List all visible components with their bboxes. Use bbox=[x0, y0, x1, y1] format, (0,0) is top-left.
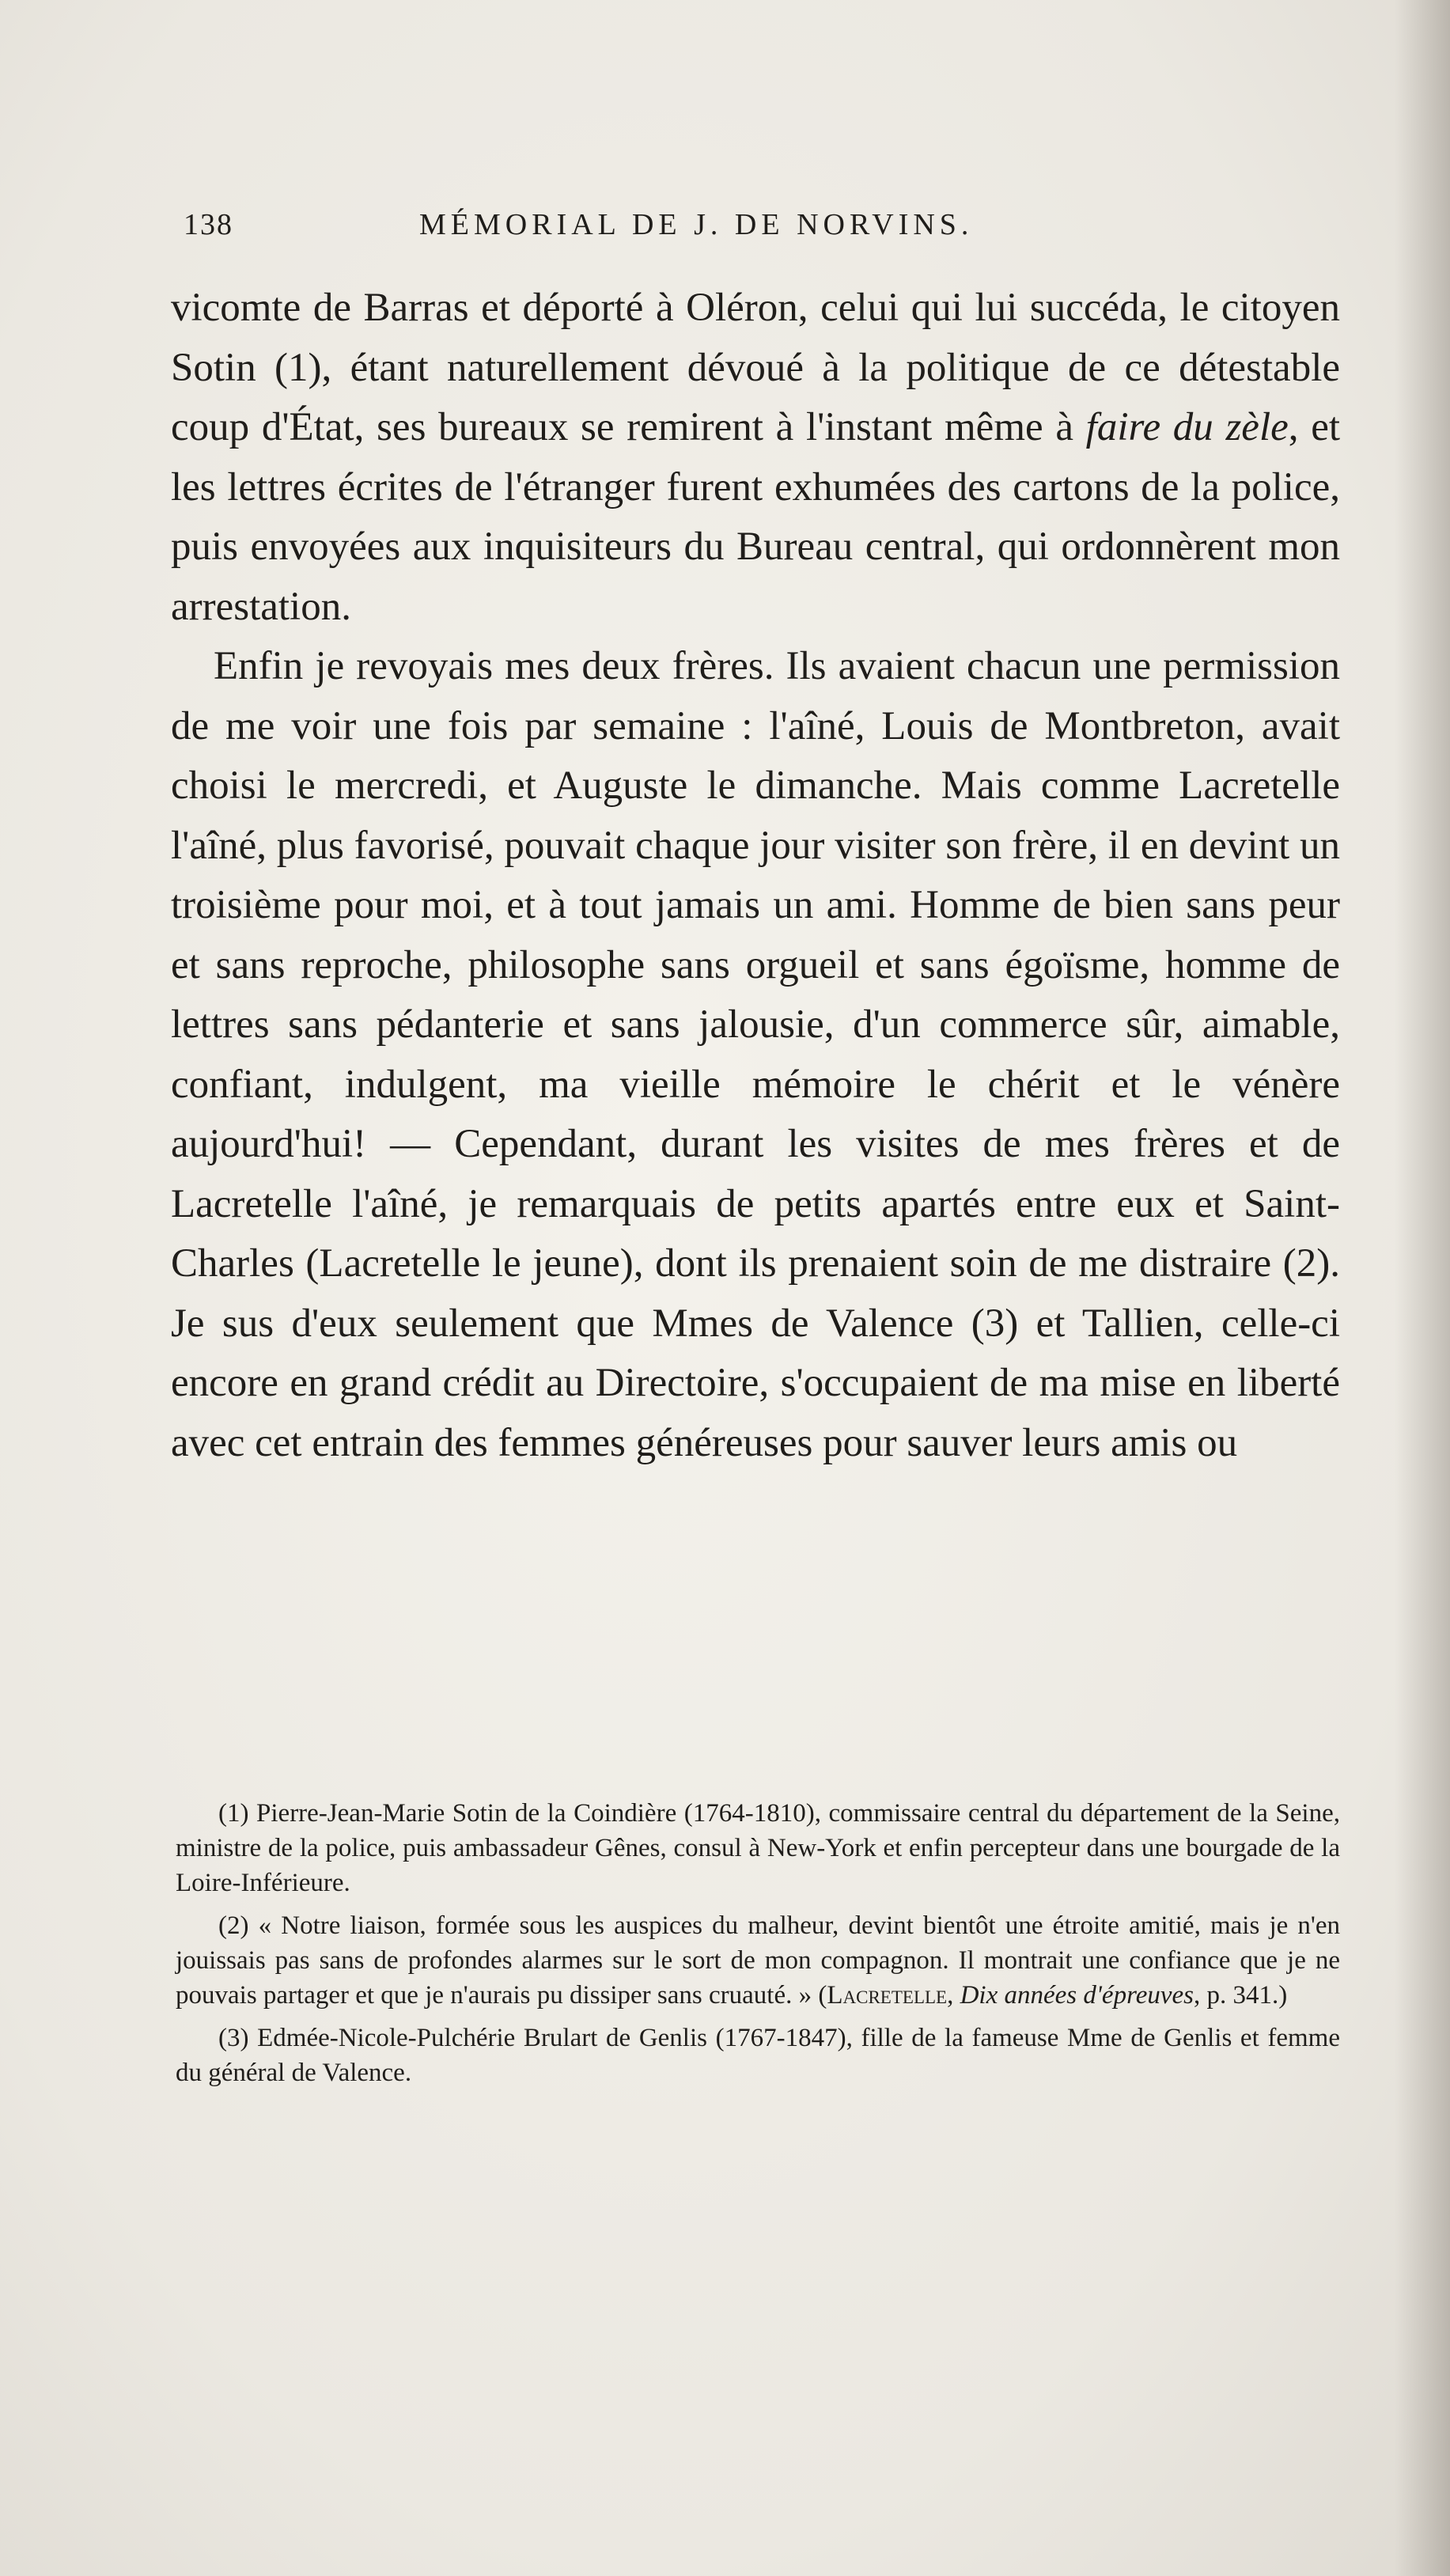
footnote-1: (1) Pierre-Jean-Marie Sotin de la Coindière (1764-1810), commissaire central du département de la Seine, ministre de la police, puis ambassadeur Gênes, consul à New-York et enfin percepteur dans une bourgade de la Loire-Inférieure. bbox=[176, 1799, 1340, 1897]
footnote-2-separator: , bbox=[947, 1981, 960, 2010]
running-title: MÉMORIAL DE J. DE NORVINS. bbox=[419, 208, 974, 241]
main-text bbox=[171, 278, 1340, 1473]
page-header bbox=[184, 207, 1346, 255]
page-edge-shadow bbox=[1395, 0, 1450, 2576]
footnote-2-end: , p. 341.) bbox=[1193, 1981, 1288, 2010]
footnote-3: (3) Edmée-Nicole-Pulchérie Brulart de Genlis (1767-1847), fille de la fameuse Mme de Genlis et femme du général de Valence. bbox=[176, 2024, 1340, 2087]
footnote-2 bbox=[176, 1908, 1340, 2013]
paragraph-1-italic-phrase: faire du zèle bbox=[1085, 405, 1289, 449]
footnote-2-title: Dix années d'épreuves bbox=[960, 1981, 1194, 2010]
page-number: 138 bbox=[184, 208, 233, 241]
footnote-2-quote: (2) « Notre liaison, formée sous les auspices du malheur, devint bientôt une étroite amitié, mais je n'en jouissais pas sans de profondes alarmes sur le sort de mon compagnon. Il montrait une confiance que je ne pouvais partager et que je n'aurais pu dissiper sans cruauté. » ( bbox=[176, 1911, 1340, 2010]
paragraph-1 bbox=[171, 278, 1340, 637]
footnotes bbox=[176, 1796, 1340, 2098]
paragraph-1-text-a: vicomte de Barras et déporté à Oléron, celui qui lui succéda, le citoyen Sotin (1), étant naturellement dévoué à la politique de ce détestable coup d'État, ses bureaux se remirent à l'instant même à bbox=[171, 286, 1340, 449]
footnote-2-author: Lacretelle bbox=[827, 1981, 948, 2010]
paragraph-1-text-b: , et les lettres écrites de l'étranger furent exhumées des cartons de la police, puis envoyées aux inquisiteurs du Bureau central, qui ordonnèrent mon arrestation. bbox=[171, 405, 1341, 629]
paragraph-2: Enfin je revoyais mes deux frères. Ils avaient chacun une permission de me voir une fois par semaine : l'aîné, Louis de Montbreton, avait choisi le mercredi, et Auguste le dimanche. Mais comme Lacretelle l'aîné, plus favorisé, pouvait chaque jour visiter son frère, il en devint un troisième pour moi, et à tout jamais un ami. Homme de bien sans peur et sans reproche, philosophe sans orgueil et sans égoïsme, homme de lettres sans pédanterie et sans jalousie, d'un commerce sûr, aimable, confiant, indulgent, ma vieille mémoire le chérit et le vénère aujourd'hui! — Cependant, durant les visites de mes frères et de Lacretelle l'aîné, je remarquais de petits apartés entre eux et Saint-Charles (Lacretelle le jeune), dont ils prenaient soin de me distraire (2). Je sus d'eux seulement que Mmes de Valence (3) et Tallien, celle-ci encore en grand crédit au Directoire, s'occupaient de ma mise en liberté avec cet entrain des femmes généreuses pour sauver leurs amis ou bbox=[171, 644, 1340, 1465]
